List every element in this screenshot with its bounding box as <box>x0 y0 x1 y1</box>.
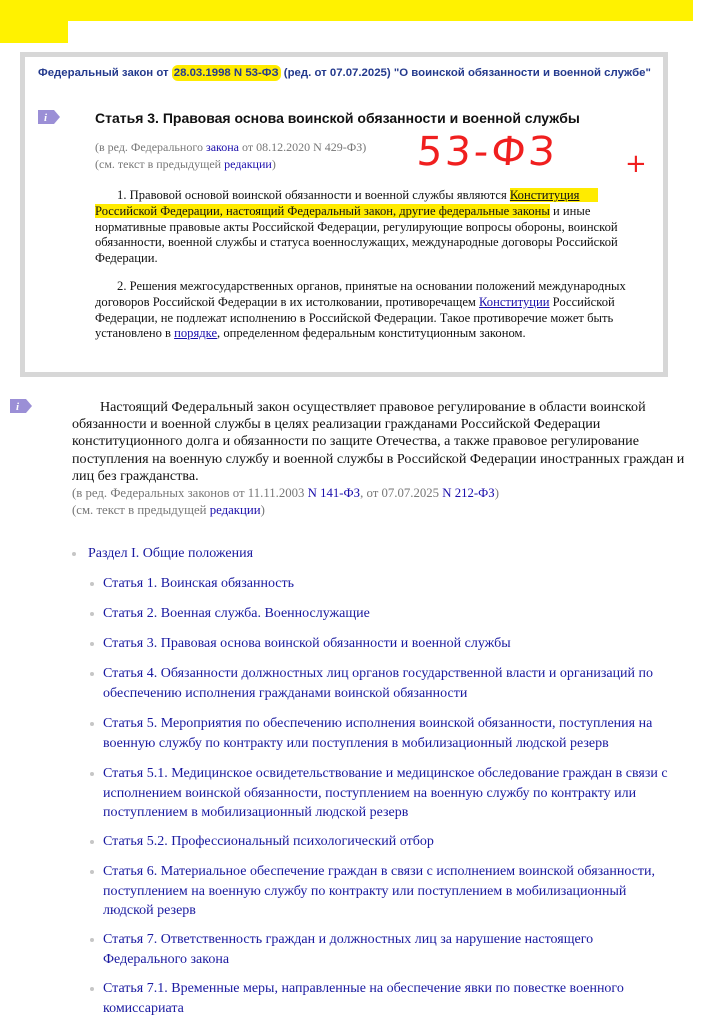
law-header: Федеральный закон от 28.03.1998 N 53-ФЗ (ред. от 07.07.2025) "О воинской обязанности и военной службе" <box>38 67 651 79</box>
toc-article-7-1[interactable]: Статья 7.1. Временные меры, направленные на обеспечение явки по повестке военного комиссариата <box>103 981 624 1016</box>
toc-article-3[interactable]: Статья 3. Правовая основа воинской обязанности и военной службы <box>103 636 511 651</box>
prev-edition-link[interactable]: редакции <box>224 156 272 171</box>
toc-article-4[interactable]: Статья 4. Обязанности должностных лиц органов государственной власти и организаций по обеспечению исполнения гражданами воинской обязанности <box>103 666 654 701</box>
svg-text:i: i <box>16 401 20 413</box>
preamble-text: Настоящий Федеральный закон осуществляет правовое регулирование в области воинской обязанности и военной службы в целях реализации гражданами Российской Федерации конституционного долга и обязанности по защите Отечества, а также правовое регулирование поступления на военную службу и военной службы в Российской Федерации иностранных граждан и лиц без гражданства. (в ред. Федеральных законов от 11.11.2003 N 141-ФЗ, от 07.07.2025 N 212-ФЗ) (см. текст в предыдущей редакции) <box>72 399 700 518</box>
paragraph-2: 2. Решения межгосударственных органов, принятые на основании положений международных договоров Российской Федерации в их истолковании, противоречащем Конституции Российской Федерации, не подлежат исполнению в Российской Федерации. Такое противоречие может быть установлено в порядке, определенном федеральным конституционным законом. <box>95 279 626 341</box>
procedure-link[interactable]: порядке <box>174 326 218 341</box>
highlighted-sources: Российской Федерации, настоящий Федеральный закон, другие федеральные законы <box>95 203 550 218</box>
preamble-edition-note: (в ред. Федеральных законов от 11.11.2003 N 141-ФЗ, от 07.07.2025 N 212-ФЗ) <box>72 486 499 501</box>
law-date-highlight: 28.03.1998 N 53-ФЗ <box>173 67 279 79</box>
article-card <box>20 52 668 377</box>
article-title: Статья 3. Правовая основа воинской обязанности и военной службы <box>95 110 580 126</box>
toc-article-1[interactable]: Статья 1. Воинская обязанность <box>103 576 295 591</box>
toc-article-6[interactable]: Статья 6. Материальное обеспечение граждан в связи с исполнением воинской обязанности, поступлением на военную службу по контракту или поступлением в мобилизационный людской резерв <box>103 864 656 918</box>
handwritten-note: 53-ФЗ <box>415 129 560 175</box>
edition-law-link[interactable]: закона <box>205 140 239 154</box>
law-212-link[interactable]: N 212-ФЗ <box>442 486 495 501</box>
preamble-see-note: (см. текст в предыдущей редакции) <box>72 502 265 517</box>
toc-article-5-1[interactable]: Статья 5.1. Медицинское освидетельствование и медицинское обследование граждан в связи с исполнением воинской обязанности, поступлением на военную службу по контракту или поступлением в мобилизационный людской резерв <box>103 766 668 820</box>
info-icon[interactable] <box>38 110 60 124</box>
toc-article-2[interactable]: Статья 2. Военная служба. Военнослужащие <box>103 606 370 621</box>
toc-article-5-2[interactable]: Статья 5.2. Профессиональный психологический отбор <box>103 834 434 849</box>
info-icon[interactable] <box>10 399 32 413</box>
toc-section-1[interactable]: Раздел I. Общие положения <box>88 546 254 561</box>
prev-edition-link-2[interactable]: редакции <box>209 502 261 517</box>
handwritten-plus: + <box>625 149 647 179</box>
toc-article-5[interactable]: Статья 5. Мероприятия по обеспечению исполнения воинской обязанности, поступления на военную службу по контракту или поступления в мобилизационный людской резерв <box>103 716 653 751</box>
constitution-link-2[interactable]: Конституции <box>479 294 550 309</box>
toc-article-7[interactable]: Статья 7. Ответственность граждан и должностных лиц за нарушение настоящего Федерального закона <box>103 932 594 967</box>
paragraph-1: 1. Правовой основой воинской обязанности и военной службы являются Конституция Российской Федерации, настоящий Федеральный закон, другие федеральные законы и иные нормативные правовые акты Российской Федерации, регулирующие вопросы обороны, воинской обязанности, военной службы и статуса военнослужащих, международные договоры Российской Федерации. <box>95 188 618 266</box>
top-highlight-bar <box>0 0 693 21</box>
svg-text:i: i <box>44 112 48 124</box>
constitution-link[interactable]: Конституция <box>509 188 580 202</box>
edition-note: (в ред. Федерального закона от 08.12.2020 N 429-ФЗ) (см. текст в предыдущей редакции) <box>95 140 367 171</box>
law-141-link[interactable]: N 141-ФЗ <box>307 486 361 501</box>
top-highlight-bar-left <box>0 21 68 43</box>
